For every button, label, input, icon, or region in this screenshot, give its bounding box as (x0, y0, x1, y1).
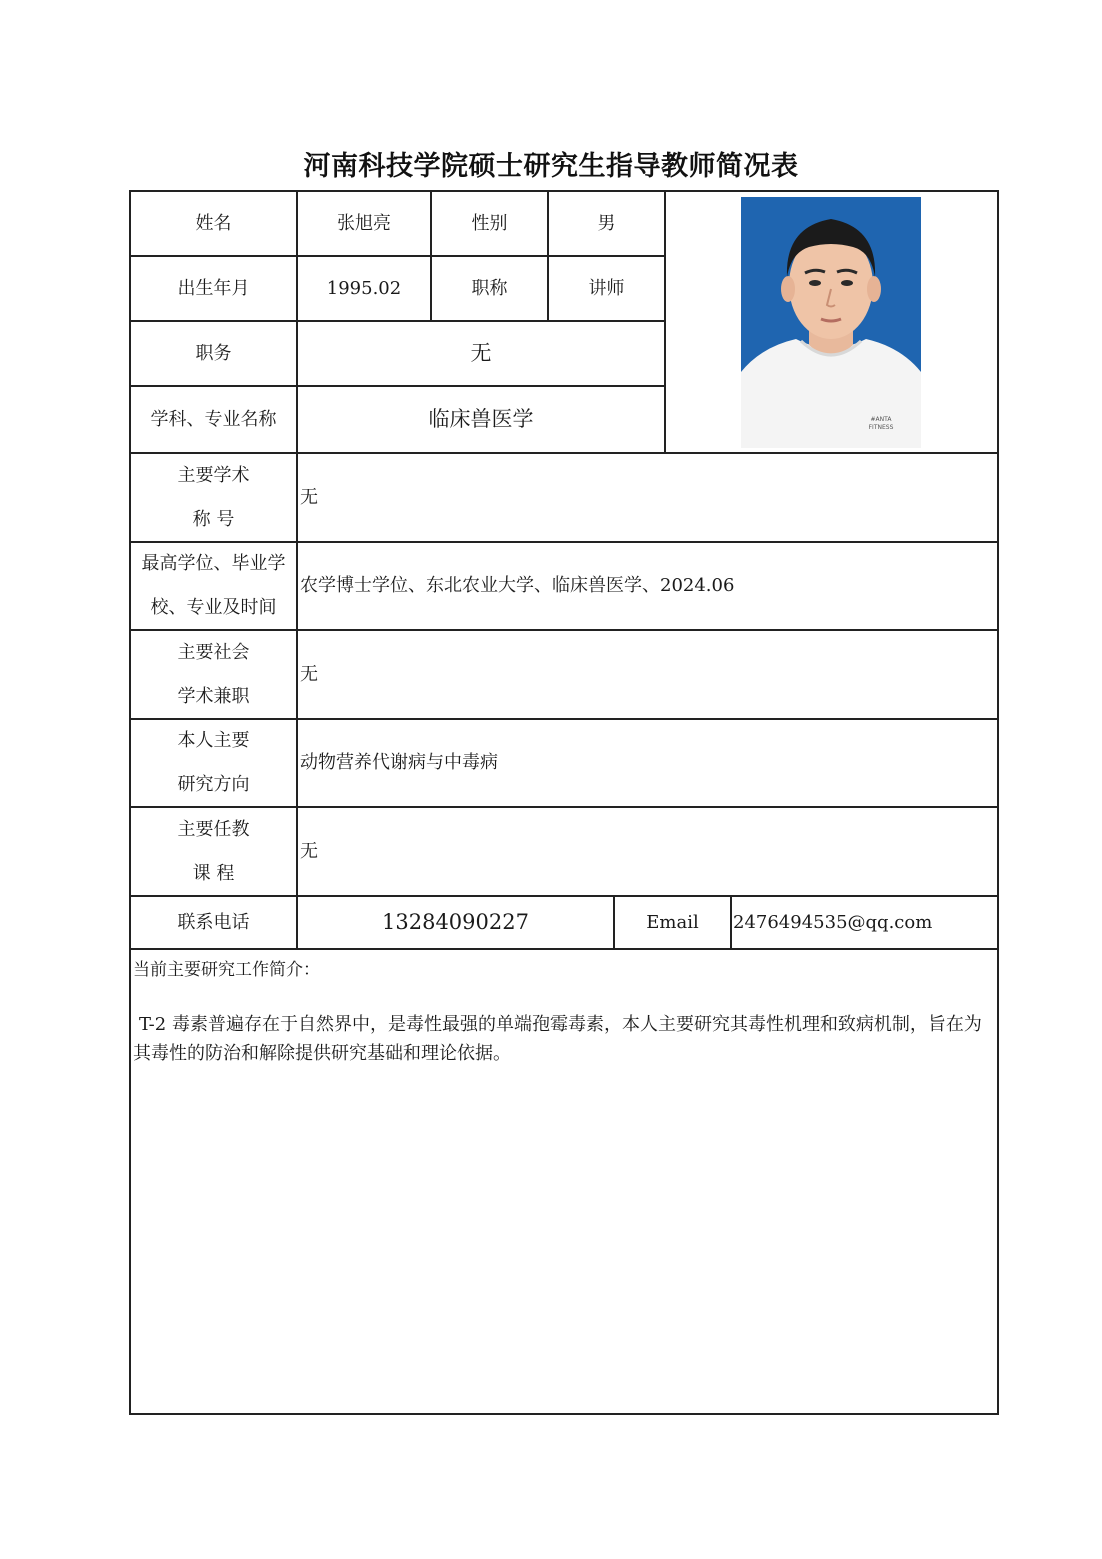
value-research: 动物营养代谢病与中毒病 (300, 752, 498, 774)
label-degree (131, 543, 296, 629)
value-social: 无 (300, 663, 318, 685)
value-position: 无 (470, 341, 492, 366)
label-research-line2: 研究方向 (177, 774, 250, 795)
label-courses-line2: 课 程 (192, 862, 235, 884)
svg-text:FITNESS: FITNESS (868, 424, 894, 431)
label-name: 姓名 (195, 212, 232, 234)
value-name: 张旭亮 (337, 212, 391, 234)
form-title: 河南科技学院硕士研究生指导教师简况表 (303, 151, 799, 182)
value-email: 2476494535@qq.com (733, 911, 933, 933)
label-research (131, 720, 296, 806)
label-email: Email (646, 911, 699, 933)
label-gender: 性别 (471, 212, 508, 234)
shirt-logo-text: #ANTA (870, 416, 892, 423)
rule-row10 (129, 948, 997, 950)
label-birth: 出生年月 (177, 277, 250, 299)
label-courses (131, 808, 296, 895)
value-gender: 男 (597, 212, 616, 234)
summary-label: 当前主要研究工作简介： (133, 960, 320, 980)
label-courses-line1: 主要任教 (177, 818, 250, 840)
value-discipline: 临床兽医学 (428, 407, 534, 432)
portrait-image (741, 197, 921, 448)
label-social-line1: 主要社会 (177, 641, 250, 663)
label-social-line2: 学术兼职 (177, 685, 250, 707)
label-rank: 职称 (471, 277, 508, 299)
summary-text: T-2 毒素普遍存在于自然界中，是毒性最强的单端孢霉毒素，本人主要研究其毒性机理和致病机制，旨在为其毒性的防治和解除提供研究基础和理论依据。 (133, 1014, 982, 1064)
label-degree-line1: 最高学位、毕业学 (141, 553, 286, 574)
rule-col-photo (664, 190, 666, 453)
label-honor (131, 454, 296, 541)
value-phone: 13284090227 (382, 910, 529, 935)
value-birth: 1995.02 (326, 277, 402, 299)
label-research-line1: 本人主要 (177, 730, 250, 751)
label-position: 职务 (195, 342, 232, 364)
value-courses: 无 (300, 840, 318, 862)
label-honor-line1: 主要学术 (177, 464, 250, 486)
label-honor-line2: 称 号 (192, 508, 235, 530)
label-discipline: 学科、专业名称 (150, 408, 277, 430)
value-rank: 讲师 (588, 277, 625, 299)
value-degree: 农学博士学位、东北农业大学、临床兽医学、2024.06 (300, 575, 735, 597)
label-degree-line2: 校、专业及时间 (150, 597, 277, 618)
value-honor: 无 (300, 486, 318, 508)
label-phone: 联系电话 (177, 911, 250, 933)
profile-photo (741, 197, 921, 448)
label-social (131, 631, 296, 718)
